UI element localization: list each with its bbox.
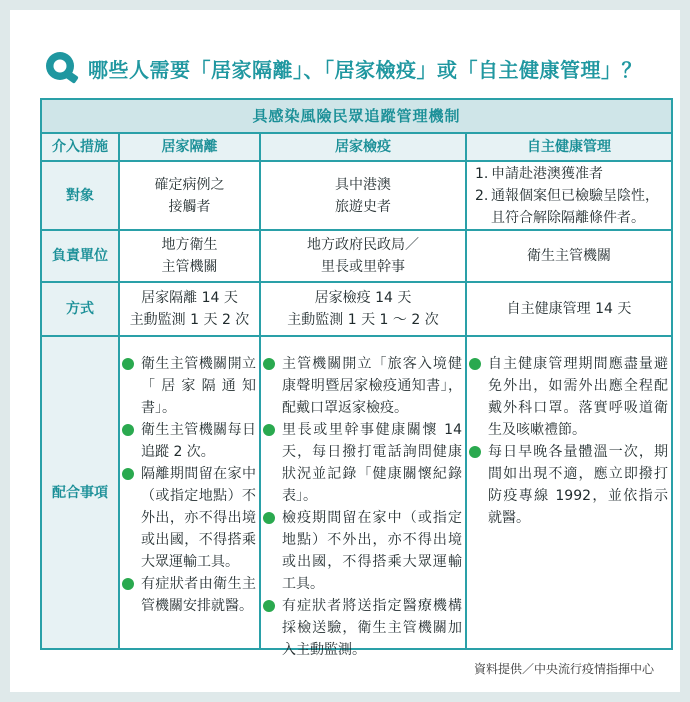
list-item [263,353,462,419]
bullet-icon [122,468,134,480]
list-text: 衛生主管機關開立「居家隔通知書」。 [141,356,256,416]
page-title: 哪些人需要「居家隔離」、「居家檢疫」或「自主健康管理」？ [88,58,642,82]
row-header-responsible [42,231,118,281]
cell-line: 衛生主管機關 [527,248,611,264]
list-number: 1. [475,165,489,182]
bullet-icon [263,358,275,370]
info-card [10,10,680,692]
list-item [475,163,663,185]
cell-line: 主動監測 1 天 1 ～ 2 次 [287,312,439,328]
divider [465,132,467,648]
bullet-icon [263,512,275,524]
list-text: 主管機關開立「旅客入境健康聲明暨居家檢疫通知書」，配戴口罩返家檢疫。 [282,356,462,416]
cell-line: 旅遊史者 [335,198,391,215]
cell-line: 自主健康管理 14 天 [506,301,632,317]
list-item [122,573,256,617]
divider [42,335,671,337]
cell-target-self-management [467,162,671,229]
cell-line: 居家檢疫 14 天 [314,290,412,306]
row-header-target [42,162,118,229]
row-label: 配合事項 [52,484,108,501]
cell-method-self-management [467,283,671,335]
list-item [122,353,256,419]
list-text: 自主健康管理期間應盡量避免外出，如需外出應全程配戴外科口罩。落實呼吸道衛生及咳嗽禮節。 [488,356,668,438]
cell-method-quarantine [261,283,465,335]
list-text: 有症狀者由衛生主管機關安排就醫。 [141,576,256,614]
list-text: 隔離期間留在家中（或指定地點）不外出，亦不得出境或出國，不得搭乘大眾運輸工具。 [141,466,256,570]
list-text: 有症狀者將送指定醫療機構採檢送驗，衛生主管機關加入主動監測。 [282,598,462,658]
list-item [263,507,462,595]
column-header-quarantine [261,134,465,160]
column-header-self-management [467,134,671,160]
table-title-cell [42,100,671,132]
row-label: 負責單位 [52,248,108,264]
list-text: 申請赴港澳獲准者 [491,165,603,182]
list-text: 每日早晚各量體溫一次，期間如出現不適，應立即撥打防疫專線 1992，並依指示就醫。 [488,444,668,526]
cell-line: 里長或里幹事 [321,259,405,275]
list-text: 里長或里幹事健康關懷 14 天，每日撥打電話詢問健康狀況並記錄「健康關懷紀錄表」。 [282,422,462,504]
list-text: 衛生主管機關每日追蹤 2 次。 [141,422,256,460]
cell-line: 地方政府民政局／ [307,237,419,253]
divider [42,160,671,162]
list-item [122,419,256,463]
bullet-icon [469,358,481,370]
cell-target-isolation [120,162,259,229]
bullet-icon [469,446,481,458]
list-item [263,419,462,507]
cell-responsible-self-management [467,231,671,281]
cell-line: 地方衛生 [161,237,218,253]
cell-line: 具中港澳 [335,176,391,193]
corner-label: 介入措施 [52,139,108,155]
table-title: 具感染風險民眾追蹤管理機制 [252,107,461,125]
divider [42,229,671,231]
bullet-icon [122,358,134,370]
measures-quarantine-list [263,353,462,661]
column-header-isolation [120,134,259,160]
cell-line: 主管機關 [161,259,218,275]
list-item [263,595,462,661]
list-item [122,463,256,573]
divider [259,132,261,648]
bullet-icon [263,600,275,612]
list-number: 2. [475,187,489,204]
bullet-icon [122,578,134,590]
cell-responsible-quarantine [261,231,465,281]
cell-line: 接觸者 [168,198,211,215]
column-label: 自主健康管理 [527,139,611,155]
cell-line: 確定病例之 [154,176,225,193]
target-list [475,163,663,229]
list-text: 通報個案但已檢驗呈陰性，且符合解除隔離條件者。 [491,187,659,226]
row-label: 方式 [66,301,94,317]
list-item [475,185,663,229]
bullet-icon [122,424,134,436]
cell-line: 居家隔離 14 天 [141,290,238,306]
divider [42,132,671,134]
divider [118,132,120,648]
cell-line: 主動監測 1 天 2 次 [129,312,250,328]
list-item [469,353,668,441]
cell-method-isolation [120,283,259,335]
row-header-measures [42,337,118,648]
row-label: 對象 [66,187,94,204]
list-item [469,441,668,529]
column-label: 居家檢疫 [335,139,391,155]
measures-isolation-list [122,353,256,617]
q-icon [44,50,80,84]
list-text: 檢疫期間留在家中（或指定地點）不外出，亦不得出境或出國，不得搭乘大眾運輸工具。 [282,510,462,592]
tracking-table [40,98,673,658]
source-credit: 資料提供／中央流行疫情指揮中心 [473,662,654,676]
row-header-method [42,283,118,335]
corner-header [42,134,118,160]
divider [42,281,671,283]
cell-responsible-isolation [120,231,259,281]
column-label: 居家隔離 [161,139,218,155]
cell-target-quarantine [261,162,465,229]
measures-self-management-list [469,353,668,529]
bullet-icon [263,424,275,436]
